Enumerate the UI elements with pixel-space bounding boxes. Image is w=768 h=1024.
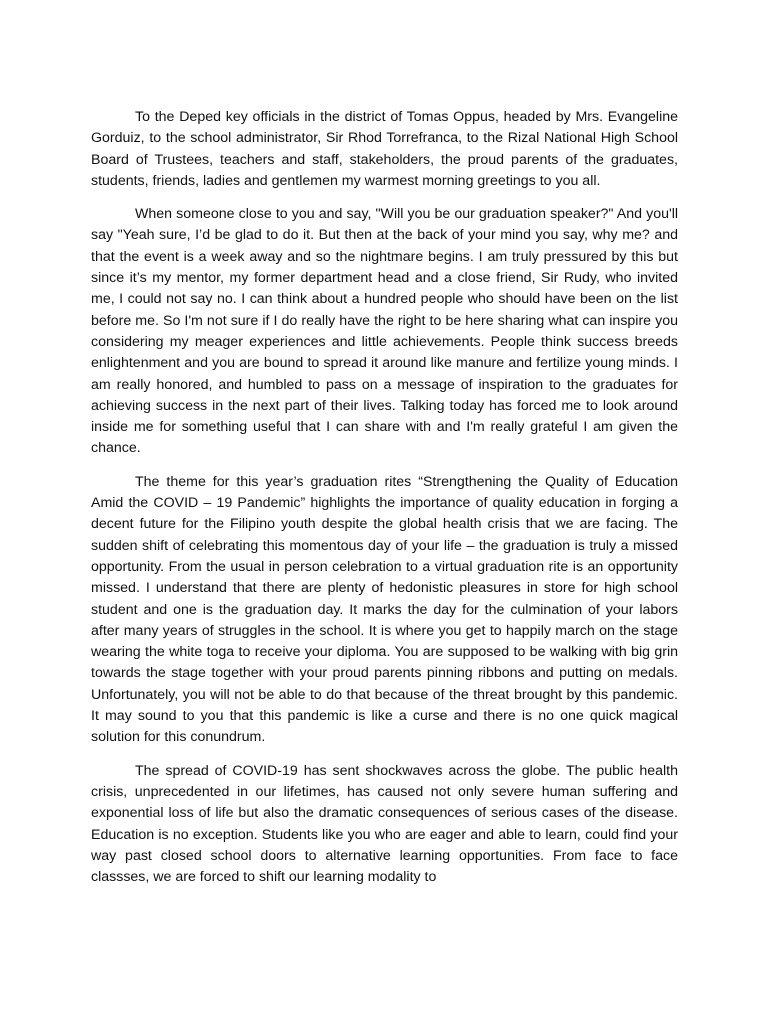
paragraph-covid: The spread of COVID-19 has sent shockwaves across the globe. The public health crisis, unprecedented in our lifetimes, has caused not only severe human suffering and exponential loss of life but also the dramatic consequences of serious cases of the disease. Education is no exception. Students like you who are eager and able to learn, could find your way past closed school doors to alternative learning opportunities. From face to face classses, we are forced to shift our learning modality to xyxy=(91,762,678,886)
speech-document xyxy=(91,107,678,900)
paragraph-invitation: When someone close to you and say, "Will you be our graduation speaker?" And you'll say "Yeah sure, I’d be glad to do it. But then at the back of your mind you say, why me? and that the event is a week away and so the nightmare begins. I am truly pressured by this but since it’s my mentor, my former department head and a close friend, Sir Rudy, who invited me, I could not say no. I can think about a hundred people who should have been on the list before me. So I'm not sure if I do really have the right to be here sharing what can inspire you considering my meager experiences and little achievements. People think success breeds enlightenment and you are bound to spread it around like manure and fertilize young minds. I am really honored, and humbled to pass on a message of inspiration to the graduates for achieving success in the next part of their lives. Talking today has forced me to look around inside me for something useful that I can share with and I'm really grateful I am given the chance. xyxy=(91,206,678,457)
paragraph-greeting: To the Deped key officials in the district of Tomas Oppus, headed by Mrs. Evangeline Gorduiz, to the school administrator, Sir Rhod Torrefranca, to the Rizal National High School Board of Trustees, teachers and staff, stakeholders, the proud parents of the graduates, students, friends, ladies and gentlemen my warmest morning greetings to you all. xyxy=(91,109,678,189)
paragraph-theme: The theme for this year’s graduation rites “Strengthening the Quality of Education Amid the COVID – 19 Pandemic” highlights the importance of quality education in forging a decent future for the Filipino youth despite the global health crisis that we are facing. The sudden shift of celebrating this momentous day of your life – the graduation is truly a missed opportunity. From the usual in person celebration to a virtual graduation rite is an opportunity missed. I understand that there are plenty of hedonistic pleasures in store for high school student and one is the graduation day. It marks the day for the culmination of your labors after many years of struggles in the school. It is where you get to happily march on the stage wearing the white toga to receive your diploma. You are supposed to be walking with big grin towards the stage together with your proud parents pinning ribbons and putting on medals. Unfortunately, you will not be able to do that because of the threat brought by this pandemic. It may sound to you that this pandemic is like a curse and there is no one quick magical solution for this conundrum. xyxy=(91,473,678,746)
